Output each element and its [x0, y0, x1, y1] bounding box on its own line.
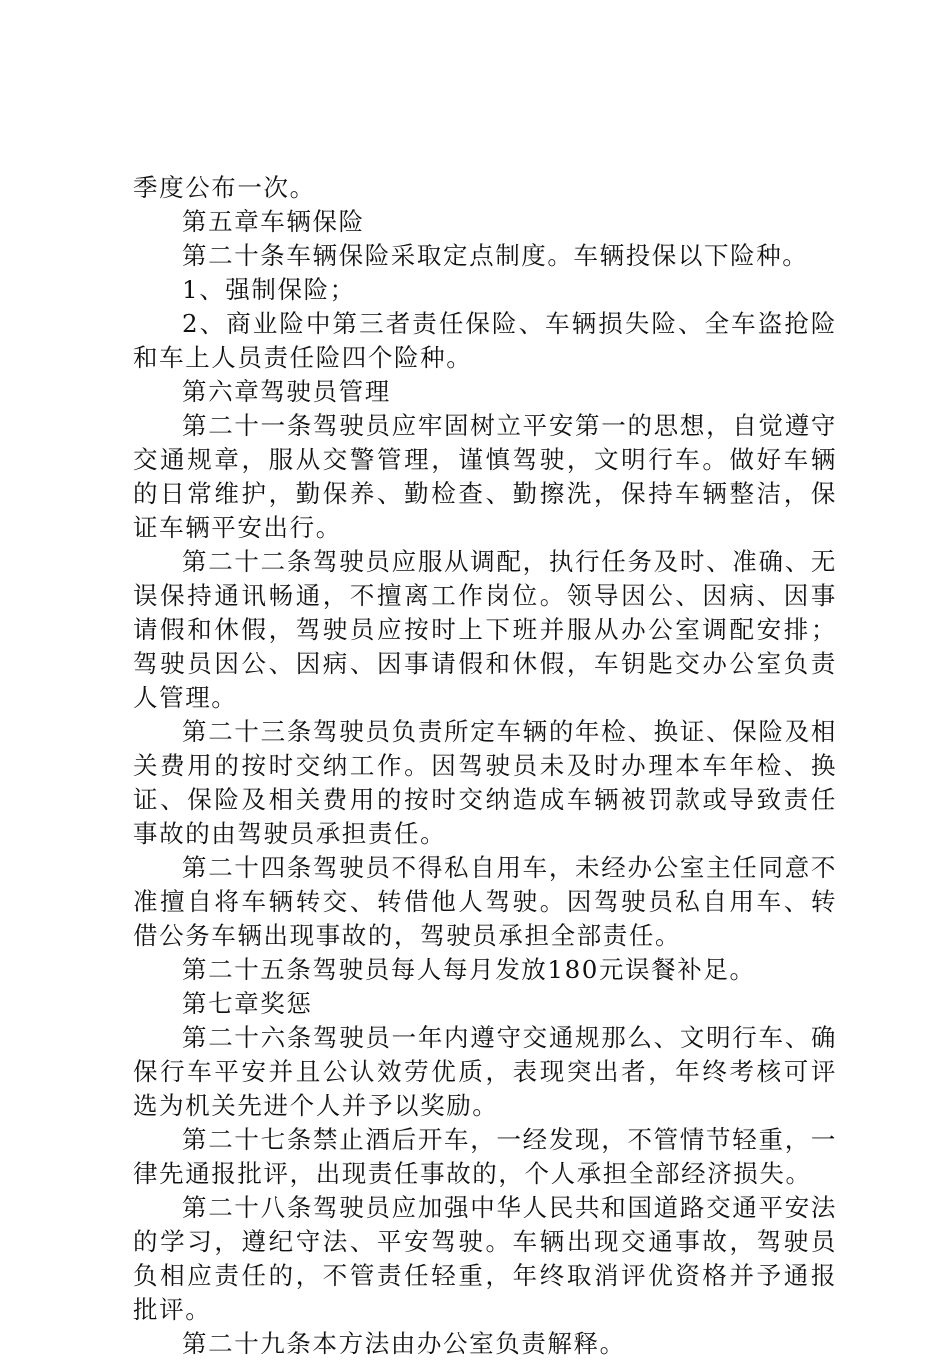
paragraph-0: 季度公布一次。 [133, 173, 316, 202]
document-body [133, 171, 837, 1361]
article-25: 第二十五条驾驶员每人每月发放180元误餐补足。 [182, 955, 756, 984]
article-21: 第二十一条驾驶员应牢固树立平安第一的思想，自觉遵守交通规章，服从交警管理，谨慎驾驶，文明行车。做好车辆的日常维护，勤保养、勤检查、勤擦洗，保持车辆整洁，保证车辆平安出行。 [133, 411, 837, 542]
article-24: 第二十四条驾驶员不得私自用车，未经办公室主任同意不准擅自将车辆转交、转借他人驾驶。因驾驶员私自用车、转借公务车辆出现事故的，驾驶员承担全部责任。 [133, 853, 837, 950]
chapter-6-heading: 第六章驾驶员管理 [182, 377, 391, 406]
chapter-5-heading: 第五章车辆保险 [182, 207, 365, 236]
article-20-item-1: 1、强制保险； [182, 275, 356, 304]
article-29: 第二十九条本方法由办公室负责解释。 [182, 1329, 626, 1358]
article-26: 第二十六条驾驶员一年内遵守交通规那么、文明行车、确保行车平安并且公认效劳优质，表现突出者，年终考核可评选为机关先进个人并予以奖励。 [133, 1023, 837, 1120]
article-27: 第二十七条禁止酒后开车，一经发现，不管情节轻重，一律先通报批评，出现责任事故的，个人承担全部经济损失。 [133, 1125, 837, 1188]
article-28: 第二十八条驾驶员应加强中华人民共和国道路交通平安法的学习，遵纪守法、平安驾驶。车辆出现交通事故，驾驶员负相应责任的，不管责任轻重，年终取消评优资格并予通报批评。 [133, 1193, 837, 1324]
article-20-item-2: 2、商业险中第三者责任保险、车辆损失险、全车盗抢险和车上人员责任险四个险种。 [133, 309, 837, 372]
article-20: 第二十条车辆保险采取定点制度。车辆投保以下险种。 [182, 241, 809, 270]
chapter-7-heading: 第七章奖惩 [182, 989, 313, 1018]
article-22: 第二十二条驾驶员应服从调配，执行任务及时、准确、无误保持通讯畅通，不擅离工作岗位。领导因公、因病、因事请假和休假，驾驶员应按时上下班并服从办公室调配安排；驾驶员因公、因病、因事请假和休假，车钥匙交办公室负责人管理。 [133, 547, 837, 712]
article-23: 第二十三条驾驶员负责所定车辆的年检、换证、保险及相关费用的按时交纳工作。因驾驶员未及时办理本车年检、换证、保险及相关费用的按时交纳造成车辆被罚款或导致责任事故的由驾驶员承担责任。 [133, 717, 837, 848]
